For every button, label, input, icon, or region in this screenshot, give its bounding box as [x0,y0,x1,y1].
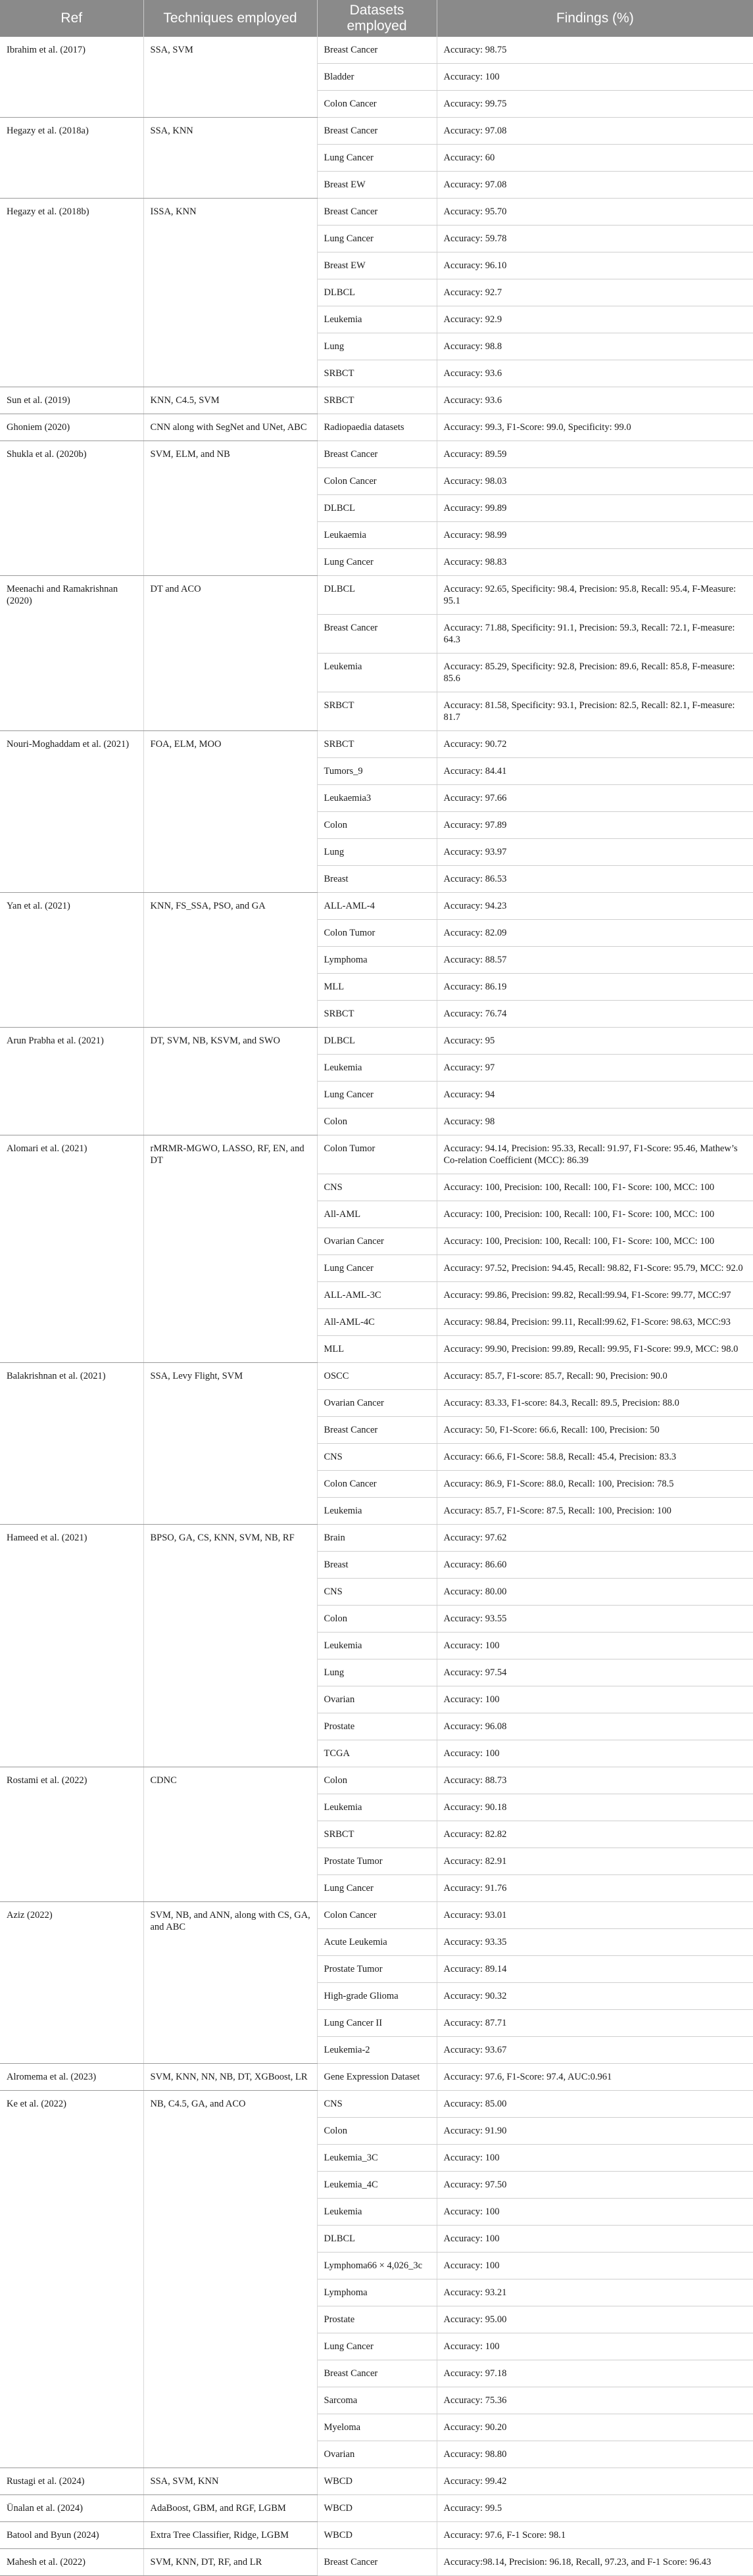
findings-cell: Accuracy: 100 [437,2145,753,2172]
ref-cell: Batool and Byun (2024) [0,2522,143,2549]
techniques-cell: SSA, Levy Flight, SVM [143,1363,317,1525]
dataset-cell: Leukemia_4C [317,2172,437,2199]
findings-cell: Accuracy: 93.01 [437,1902,753,1929]
table-row [0,199,753,226]
findings-cell: Accuracy: 97 [437,1055,753,1082]
findings-cell: Accuracy: 60 [437,145,753,172]
table-row [0,1028,753,1055]
dataset-cell: All-AML [317,1201,437,1228]
dataset-cell: Leukemia [317,1055,437,1082]
findings-cell: Accuracy: 90.32 [437,1983,753,2010]
dataset-cell: Colon Cancer [317,1471,437,1498]
findings-cell: Accuracy: 95 [437,1028,753,1055]
table-row [0,2064,753,2091]
findings-cell: Accuracy: 99.5 [437,2495,753,2522]
findings-cell: Accuracy: 88.57 [437,947,753,974]
dataset-cell: CNS [317,1579,437,1606]
dataset-cell: Prostate [317,1713,437,1740]
dataset-cell: Ovarian [317,1686,437,1713]
dataset-cell: Ovarian [317,2441,437,2468]
findings-cell: Accuracy: 92.9 [437,306,753,333]
ref-cell: Ghoniem (2020) [0,414,143,441]
dataset-cell: Leukemia [317,1498,437,1525]
techniques-cell: Extra Tree Classifier, Ridge, LGBM [143,2522,317,2549]
table-row [0,1135,753,1174]
dataset-cell: Lung [317,333,437,360]
findings-cell: Accuracy: 97.89 [437,812,753,839]
dataset-cell: Breast Cancer [317,615,437,654]
table-row [0,1525,753,1552]
table-row [0,576,753,615]
findings-cell: Accuracy: 82.09 [437,920,753,947]
findings-cell: Accuracy: 98 [437,1109,753,1135]
findings-cell: Accuracy: 97.08 [437,118,753,145]
dataset-cell: Breast EW [317,172,437,199]
dataset-cell: SRBCT [317,387,437,414]
techniques-cell: SVM, ELM, and NB [143,441,317,576]
dataset-cell: Colon Cancer [317,468,437,495]
findings-cell: Accuracy: 98.80 [437,2441,753,2468]
dataset-cell: Lung [317,1659,437,1686]
findings-cell: Accuracy: 85.29, Specificity: 92.8, Precision: 89.6, Recall: 85.8, F-measure: 85.6 [437,654,753,692]
findings-cell: Accuracy: 100 [437,64,753,91]
dataset-cell: Colon [317,2118,437,2145]
findings-cell: Accuracy:98.14, Precision: 96.18, Recall, 97.23, and F-1 Score: 96.43 [437,2549,753,2576]
dataset-cell: WBCD [317,2468,437,2495]
ref-cell: Shukla et al. (2020b) [0,441,143,576]
table-row [0,37,753,64]
dataset-cell: Breast Cancer [317,199,437,226]
dataset-cell: TCGA [317,1740,437,1767]
table-row [0,2495,753,2522]
findings-cell: Accuracy: 100, Precision: 100, Recall: 100, F1- Score: 100, MCC: 100 [437,1228,753,1255]
dataset-cell: Colon Cancer [317,1902,437,1929]
findings-cell: Accuracy: 97.6, F-1 Score: 98.1 [437,2522,753,2549]
dataset-cell: SRBCT [317,731,437,758]
findings-cell: Accuracy: 94.23 [437,893,753,920]
techniques-cell: BPSO, GA, CS, KNN, SVM, NB, RF [143,1525,317,1767]
ref-cell: Rostami et al. (2022) [0,1767,143,1902]
findings-cell: Accuracy: 93.35 [437,1929,753,1956]
findings-cell: Accuracy: 90.18 [437,1794,753,1821]
ref-cell: Rustagi et al. (2024) [0,2468,143,2495]
findings-cell: Accuracy: 100 [437,1686,753,1713]
dataset-cell: Colon Tumor [317,1135,437,1174]
dataset-cell: Breast [317,866,437,893]
techniques-cell: SSA, SVM [143,37,317,118]
ref-cell: Ünalan et al. (2024) [0,2495,143,2522]
findings-cell: Accuracy: 98.99 [437,522,753,549]
techniques-cell: SVM, KNN, NN, NB, DT, XGBoost, LR [143,2064,317,2091]
dataset-cell: Breast Cancer [317,2549,437,2576]
techniques-cell: SVM, NB, and ANN, along with CS, GA, and ABC [143,1902,317,2064]
techniques-cell: rMRMR-MGWO, LASSO, RF, EN, and DT [143,1135,317,1363]
findings-cell: Accuracy: 97.66 [437,785,753,812]
ref-cell: Sun et al. (2019) [0,387,143,414]
findings-cell: Accuracy: 91.76 [437,1875,753,1902]
ref-cell: Ibrahim et al. (2017) [0,37,143,118]
findings-cell: Accuracy: 59.78 [437,226,753,252]
findings-cell: Accuracy: 100 [437,1740,753,1767]
dataset-cell: Leukaemia3 [317,785,437,812]
dataset-cell: Colon [317,812,437,839]
dataset-cell: All-AML-4C [317,1309,437,1336]
table-row [0,731,753,758]
techniques-cell: SVM, KNN, DT, RF, and LR [143,2549,317,2576]
findings-cell: Accuracy: 100 [437,2333,753,2360]
ref-cell: Meenachi and Ramakrishnan (2020) [0,576,143,731]
findings-cell: Accuracy: 75.36 [437,2387,753,2414]
dataset-cell: Lung Cancer [317,2333,437,2360]
ref-cell: Arun Prabha et al. (2021) [0,1028,143,1135]
table-row [0,1767,753,1794]
techniques-cell: CNN along with SegNet and UNet, ABC [143,414,317,441]
table-row [0,1363,753,1390]
findings-cell: Accuracy: 100, Precision: 100, Recall: 100, F1- Score: 100, MCC: 100 [437,1201,753,1228]
findings-cell: Accuracy: 99.42 [437,2468,753,2495]
techniques-cell: SSA, KNN [143,118,317,199]
techniques-cell: DT, SVM, NB, KSVM, and SWO [143,1028,317,1135]
dataset-cell: Colon Tumor [317,920,437,947]
table-row [0,2468,753,2495]
dataset-cell: MLL [317,974,437,1001]
table-row [0,1902,753,1929]
dataset-cell: Lung [317,839,437,866]
findings-cell: Accuracy: 97.6, F1-Score: 97.4, AUC:0.961 [437,2064,753,2091]
dataset-cell: ALL-AML-3C [317,1282,437,1309]
findings-cell: Accuracy: 99.89 [437,495,753,522]
dataset-cell: Colon [317,1109,437,1135]
dataset-cell: SRBCT [317,692,437,731]
findings-cell: Accuracy: 94 [437,1082,753,1109]
dataset-cell: Lung Cancer [317,145,437,172]
ref-cell: Mahesh et al. (2022) [0,2549,143,2576]
techniques-cell: NB, C4.5, GA, and ACO [143,2091,317,2468]
dataset-cell: Gene Expression Dataset [317,2064,437,2091]
findings-cell: Accuracy: 94.14, Precision: 95.33, Recall: 91.97, F1-Score: 95.46, Mathew’s Co-relation Coefficient (MCC): 86.39 [437,1135,753,1174]
header-ref: Ref [0,0,143,37]
findings-cell: Accuracy: 97.54 [437,1659,753,1686]
table-row [0,118,753,145]
dataset-cell: CNS [317,1444,437,1471]
dataset-cell: Leukemia_3C [317,2145,437,2172]
findings-cell: Accuracy: 80.00 [437,1579,753,1606]
ref-cell: Hegazy et al. (2018b) [0,199,143,387]
dataset-cell: Breast Cancer [317,37,437,64]
dataset-cell: Breast EW [317,252,437,279]
ref-cell: Hameed et al. (2021) [0,1525,143,1767]
findings-cell: Accuracy: 66.6, F1-Score: 58.8, Recall: 45.4, Precision: 83.3 [437,1444,753,1471]
dataset-cell: DLBCL [317,576,437,615]
findings-cell: Accuracy: 98.84, Precision: 99.11, Recall:99.62, F1-Score: 98.63, MCC:93 [437,1309,753,1336]
findings-cell: Accuracy: 88.73 [437,1767,753,1794]
dataset-cell: Ovarian Cancer [317,1228,437,1255]
findings-cell: Accuracy: 93.21 [437,2279,753,2306]
dataset-cell: SRBCT [317,360,437,387]
table-row [0,893,753,920]
dataset-cell: High-grade Glioma [317,1983,437,2010]
findings-cell: Accuracy: 83.33, F1-score: 84.3, Recall: 89.5, Precision: 88.0 [437,1390,753,1417]
findings-cell: Accuracy: 89.59 [437,441,753,468]
findings-cell: Accuracy: 89.14 [437,1956,753,1983]
findings-cell: Accuracy: 97.18 [437,2360,753,2387]
techniques-cell: CDNC [143,1767,317,1902]
header-datasets: Datasets employed [317,0,437,37]
findings-cell: Accuracy: 93.6 [437,387,753,414]
ref-cell: Alromema et al. (2023) [0,2064,143,2091]
findings-cell: Accuracy: 98.8 [437,333,753,360]
dataset-cell: ALL-AML-4 [317,893,437,920]
dataset-cell: Leukemia [317,306,437,333]
dataset-cell: Lymphoma66 × 4,026_3c [317,2253,437,2279]
findings-cell: Accuracy: 98.83 [437,549,753,576]
findings-cell: Accuracy: 97.50 [437,2172,753,2199]
dataset-cell: Bladder [317,64,437,91]
table-row [0,2522,753,2549]
dataset-cell: Lymphoma [317,947,437,974]
findings-cell: Accuracy: 85.7, F1-score: 85.7, Recall: 90, Precision: 90.0 [437,1363,753,1390]
findings-cell: Accuracy: 99.90, Precision: 99.89, Recall: 99.95, F1-Score: 99.9, MCC: 98.0 [437,1336,753,1363]
dataset-cell: SRBCT [317,1001,437,1028]
dataset-cell: Acute Leukemia [317,1929,437,1956]
dataset-cell: Lung Cancer [317,226,437,252]
techniques-cell: KNN, C4.5, SVM [143,387,317,414]
findings-cell: Accuracy: 98.03 [437,468,753,495]
dataset-cell: Myeloma [317,2414,437,2441]
dataset-cell: Lung Cancer [317,1875,437,1902]
findings-cell: Accuracy: 100 [437,2253,753,2279]
techniques-cell: FOA, ELM, MOO [143,731,317,893]
findings-cell: Accuracy: 93.97 [437,839,753,866]
dataset-cell: Tumors_9 [317,758,437,785]
findings-cell: Accuracy: 86.19 [437,974,753,1001]
dataset-cell: CNS [317,1174,437,1201]
findings-cell: Accuracy: 71.88, Specificity: 91.1, Precision: 59.3, Recall: 72.1, F-measure: 64.3 [437,615,753,654]
findings-cell: Accuracy: 85.7, F1-Score: 87.5, Recall: 100, Precision: 100 [437,1498,753,1525]
techniques-cell: DT and ACO [143,576,317,731]
ref-cell: Hegazy et al. (2018a) [0,118,143,199]
dataset-cell: Leukemia [317,1633,437,1659]
findings-cell: Accuracy: 91.90 [437,2118,753,2145]
findings-cell: Accuracy: 97.52, Precision: 94.45, Recall: 98.82, F1-Score: 95.79, MCC: 92.0 [437,1255,753,1282]
findings-cell: Accuracy: 95.70 [437,199,753,226]
dataset-cell: Colon Cancer [317,91,437,118]
ref-cell: Aziz (2022) [0,1902,143,2064]
dataset-cell: Brain [317,1525,437,1552]
header-techniques: Techniques employed [143,0,317,37]
dataset-cell: Breast Cancer [317,441,437,468]
findings-cell: Accuracy: 84.41 [437,758,753,785]
dataset-cell: DLBCL [317,495,437,522]
dataset-cell: Leukemia [317,2199,437,2226]
dataset-cell: Prostate [317,2306,437,2333]
findings-cell: Accuracy: 93.55 [437,1606,753,1633]
findings-cell: Accuracy: 97.62 [437,1525,753,1552]
dataset-cell: Leukemia [317,1794,437,1821]
findings-cell: Accuracy: 93.6 [437,360,753,387]
dataset-cell: MLL [317,1336,437,1363]
table-row [0,2549,753,2576]
findings-cell: Accuracy: 82.82 [437,1821,753,1848]
ref-cell: Ke et al. (2022) [0,2091,143,2468]
findings-cell: Accuracy: 76.74 [437,1001,753,1028]
findings-cell: Accuracy: 97.08 [437,172,753,199]
dataset-cell: DLBCL [317,1028,437,1055]
dataset-cell: Breast [317,1552,437,1579]
dataset-cell: Breast Cancer [317,1417,437,1444]
techniques-cell: KNN, FS_SSA, PSO, and GA [143,893,317,1028]
findings-cell: Accuracy: 86.53 [437,866,753,893]
dataset-cell: Breast Cancer [317,118,437,145]
dataset-cell: WBCD [317,2495,437,2522]
dataset-cell: Lung Cancer [317,549,437,576]
findings-cell: Accuracy: 50, F1-Score: 66.6, Recall: 100, Precision: 50 [437,1417,753,1444]
dataset-cell: Leukemia-2 [317,2037,437,2064]
table-row [0,2091,753,2118]
header-row [0,0,753,37]
techniques-cell: AdaBoost, GBM, and RGF, LGBM [143,2495,317,2522]
findings-cell: Accuracy: 92.7 [437,279,753,306]
dataset-cell: Colon [317,1606,437,1633]
ref-cell: Alomari et al. (2021) [0,1135,143,1363]
findings-cell: Accuracy: 95.00 [437,2306,753,2333]
findings-cell: Accuracy: 85.00 [437,2091,753,2118]
dataset-cell: Sarcoma [317,2387,437,2414]
findings-cell: Accuracy: 86.9, F1-Score: 88.0, Recall: 100, Precision: 78.5 [437,1471,753,1498]
dataset-cell: Radiopaedia datasets [317,414,437,441]
findings-cell: Accuracy: 90.20 [437,2414,753,2441]
dataset-cell: Prostate Tumor [317,1956,437,1983]
findings-cell: Accuracy: 99.86, Precision: 99.82, Recall:99.94, F1-Score: 99.77, MCC:97 [437,1282,753,1309]
findings-cell: Accuracy: 96.08 [437,1713,753,1740]
dataset-cell: OSCC [317,1363,437,1390]
table-row [0,441,753,468]
findings-cell: Accuracy: 93.67 [437,2037,753,2064]
table-body [0,37,753,2576]
dataset-cell: Leukaemia [317,522,437,549]
dataset-cell: CNS [317,2091,437,2118]
ref-cell: Nouri-Moghaddam et al. (2021) [0,731,143,893]
dataset-cell: Leukemia [317,654,437,692]
dataset-cell: DLBCL [317,2226,437,2253]
findings-cell: Accuracy: 86.60 [437,1552,753,1579]
findings-cell: Accuracy: 99.75 [437,91,753,118]
dataset-cell: Prostate Tumor [317,1848,437,1875]
findings-cell: Accuracy: 92.65, Specificity: 98.4, Precision: 95.8, Recall: 95.4, F-Measure: 95.1 [437,576,753,615]
findings-cell: Accuracy: 81.58, Specificity: 93.1, Precision: 82.5, Recall: 82.1, F-measure: 81.7 [437,692,753,731]
ref-cell: Yan et al. (2021) [0,893,143,1028]
findings-cell: Accuracy: 100 [437,1633,753,1659]
dataset-cell: DLBCL [317,279,437,306]
findings-cell: Accuracy: 99.3, F1-Score: 99.0, Specificity: 99.0 [437,414,753,441]
table-row [0,387,753,414]
findings-cell: Accuracy: 96.10 [437,252,753,279]
dataset-cell: Colon [317,1767,437,1794]
techniques-cell: ISSA, KNN [143,199,317,387]
ref-cell: Balakrishnan et al. (2021) [0,1363,143,1525]
dataset-cell: Lung Cancer [317,1255,437,1282]
dataset-cell: Lymphoma [317,2279,437,2306]
dataset-cell: Ovarian Cancer [317,1390,437,1417]
dataset-cell: SRBCT [317,1821,437,1848]
findings-cell: Accuracy: 100, Precision: 100, Recall: 100, F1- Score: 100, MCC: 100 [437,1174,753,1201]
dataset-cell: Lung Cancer II [317,2010,437,2037]
table-row [0,414,753,441]
dataset-cell: Lung Cancer [317,1082,437,1109]
findings-cell: Accuracy: 82.91 [437,1848,753,1875]
dataset-cell: WBCD [317,2522,437,2549]
dataset-cell: Breast Cancer [317,2360,437,2387]
findings-cell: Accuracy: 100 [437,2199,753,2226]
findings-cell: Accuracy: 90.72 [437,731,753,758]
findings-cell: Accuracy: 100 [437,2226,753,2253]
header-findings: Findings (%) [437,0,753,37]
findings-cell: Accuracy: 87.71 [437,2010,753,2037]
techniques-cell: SSA, SVM, KNN [143,2468,317,2495]
findings-cell: Accuracy: 98.75 [437,37,753,64]
